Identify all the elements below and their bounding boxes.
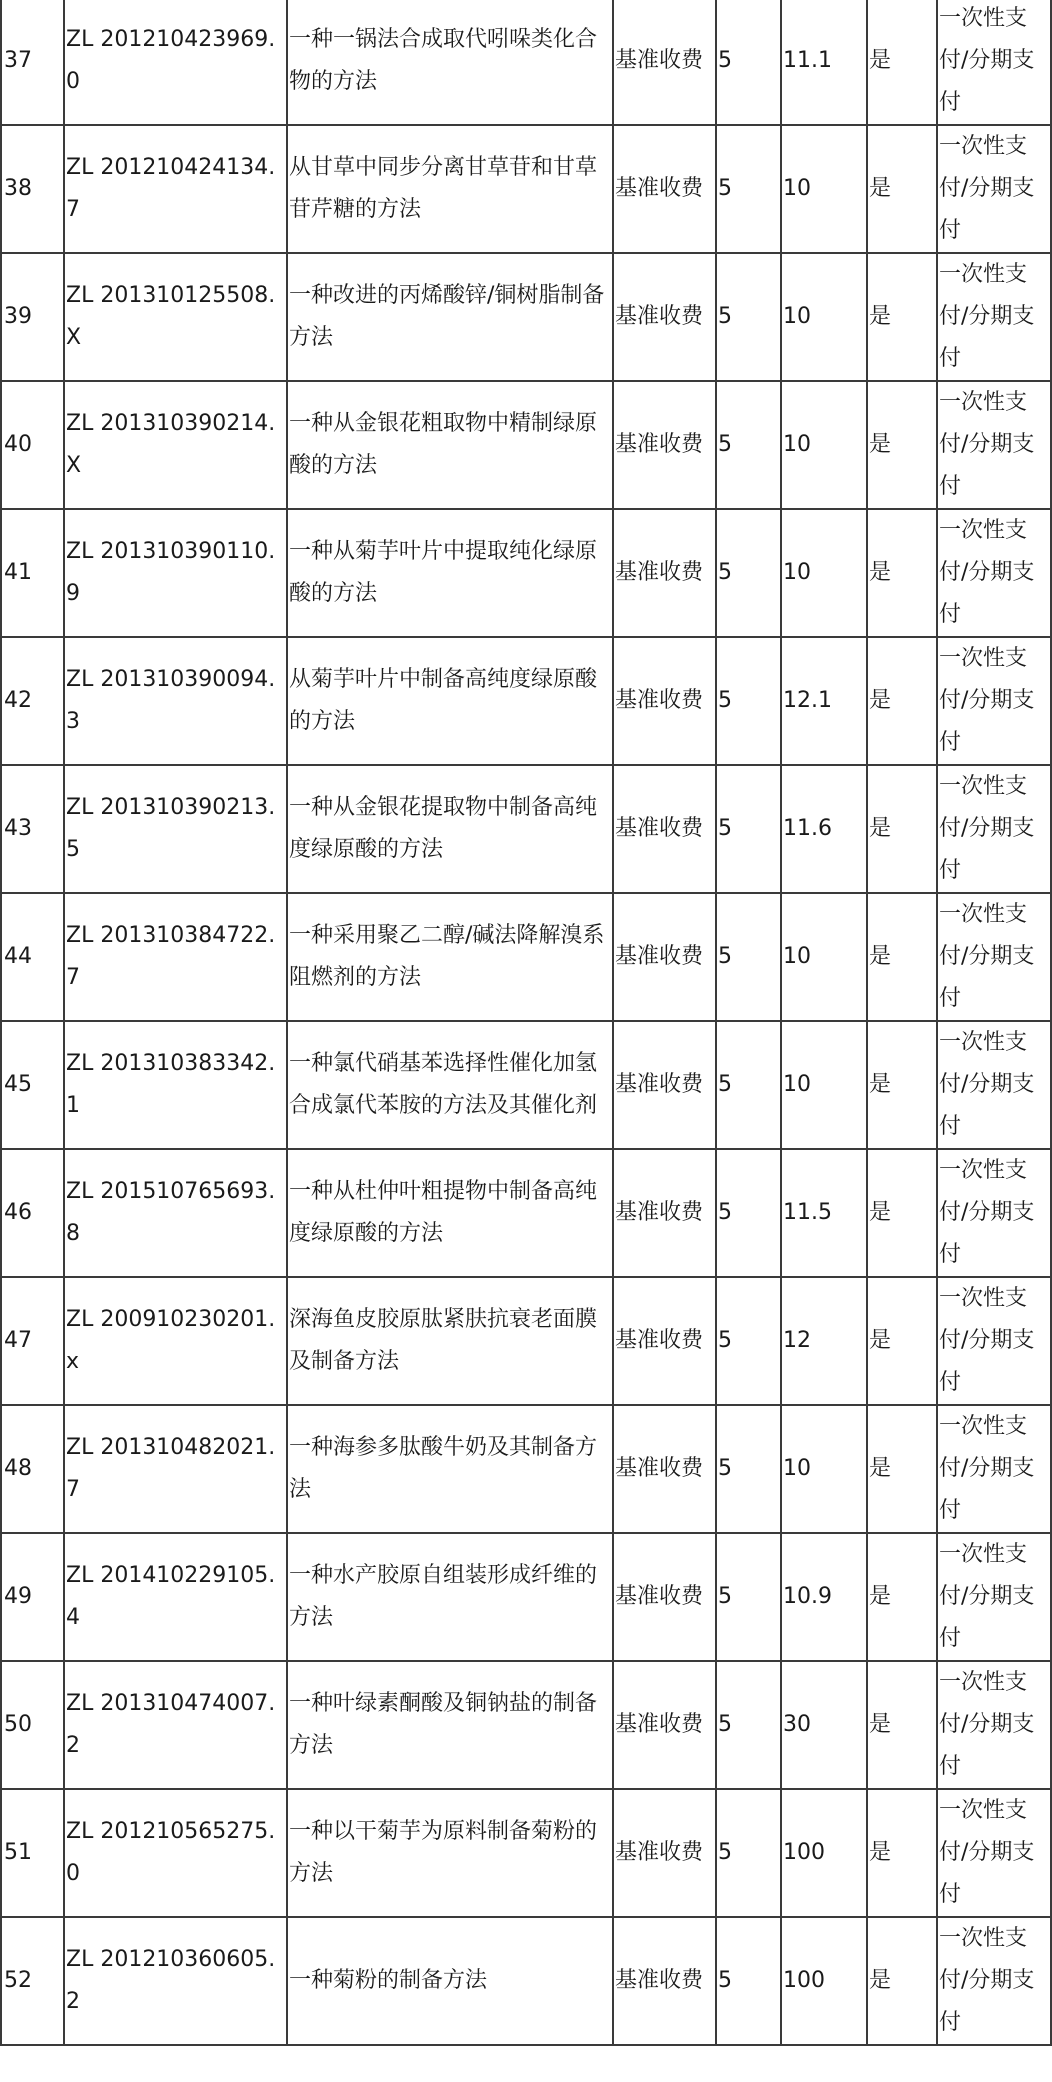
- count-cell: 5: [716, 253, 781, 381]
- count-cell: 5: [716, 0, 781, 125]
- table-row: [1, 1917, 1051, 2045]
- available-cell: 是: [867, 509, 937, 637]
- price-cell: 30: [781, 1661, 867, 1789]
- patent-title-cell: 一种海参多肽酸牛奶及其制备方法: [287, 1405, 613, 1533]
- payment-method-cell: 一次性支付/分期支付: [937, 1917, 1051, 2045]
- table-row: [1, 381, 1051, 509]
- price-cell: 12: [781, 1277, 867, 1405]
- available-cell: 是: [867, 381, 937, 509]
- patent-number-cell: ZL 201210360605.2: [64, 1917, 287, 2045]
- price-cell: 100: [781, 1789, 867, 1917]
- patent-title-cell: 一种水产胶原自组装形成纤维的方法: [287, 1533, 613, 1661]
- patent-title-cell: 一种菊粉的制备方法: [287, 1917, 613, 2045]
- table-row: [1, 765, 1051, 893]
- patent-number-cell: ZL 201510765693.8: [64, 1149, 287, 1277]
- available-cell: 是: [867, 1533, 937, 1661]
- table-row: [1, 1661, 1051, 1789]
- patent-number-cell: ZL 201310474007.2: [64, 1661, 287, 1789]
- count-cell: 5: [716, 1661, 781, 1789]
- payment-method-cell: 一次性支付/分期支付: [937, 1533, 1051, 1661]
- fee-type-cell: 基准收费: [613, 125, 716, 253]
- available-cell: 是: [867, 1661, 937, 1789]
- patent-number-cell: ZL 201210424134.7: [64, 125, 287, 253]
- fee-type-cell: 基准收费: [613, 1789, 716, 1917]
- row-number-cell: 45: [1, 1021, 64, 1149]
- row-number-cell: 41: [1, 509, 64, 637]
- patent-title-cell: 一种氯代硝基苯选择性催化加氢合成氯代苯胺的方法及其催化剂: [287, 1021, 613, 1149]
- price-cell: 10: [781, 125, 867, 253]
- payment-method-cell: 一次性支付/分期支付: [937, 1021, 1051, 1149]
- fee-type-cell: 基准收费: [613, 1533, 716, 1661]
- payment-method-cell: 一次性支付/分期支付: [937, 0, 1051, 125]
- patent-title-cell: 深海鱼皮胶原肽紧肤抗衰老面膜及制备方法: [287, 1277, 613, 1405]
- fee-type-cell: 基准收费: [613, 509, 716, 637]
- patent-number-cell: ZL 201310125508.X: [64, 253, 287, 381]
- payment-method-cell: 一次性支付/分期支付: [937, 253, 1051, 381]
- patent-number-cell: ZL 201210423969.0: [64, 0, 287, 125]
- row-number-cell: 51: [1, 1789, 64, 1917]
- row-number-cell: 37: [1, 0, 64, 125]
- count-cell: 5: [716, 381, 781, 509]
- row-number-cell: 50: [1, 1661, 64, 1789]
- patent-title-cell: 一种一锅法合成取代吲哚类化合物的方法: [287, 0, 613, 125]
- available-cell: 是: [867, 1917, 937, 2045]
- patent-title-cell: 一种改进的丙烯酸锌/铜树脂制备方法: [287, 253, 613, 381]
- count-cell: 5: [716, 1277, 781, 1405]
- patent-title-cell: 一种从杜仲叶粗提物中制备高纯度绿原酸的方法: [287, 1149, 613, 1277]
- available-cell: 是: [867, 637, 937, 765]
- available-cell: 是: [867, 253, 937, 381]
- table-row: [1, 253, 1051, 381]
- patent-number-cell: ZL 201310390214.X: [64, 381, 287, 509]
- patent-number-cell: ZL 201310384722.7: [64, 893, 287, 1021]
- payment-method-cell: 一次性支付/分期支付: [937, 637, 1051, 765]
- count-cell: 5: [716, 1533, 781, 1661]
- patent-number-cell: ZL 201310383342.1: [64, 1021, 287, 1149]
- available-cell: 是: [867, 1149, 937, 1277]
- price-cell: 12.1: [781, 637, 867, 765]
- available-cell: 是: [867, 1789, 937, 1917]
- payment-method-cell: 一次性支付/分期支付: [937, 765, 1051, 893]
- count-cell: 5: [716, 1021, 781, 1149]
- fee-type-cell: 基准收费: [613, 1021, 716, 1149]
- patent-title-cell: 一种采用聚乙二醇/碱法降解溴系阻燃剂的方法: [287, 893, 613, 1021]
- count-cell: 5: [716, 125, 781, 253]
- available-cell: 是: [867, 1021, 937, 1149]
- row-number-cell: 47: [1, 1277, 64, 1405]
- price-cell: 10: [781, 253, 867, 381]
- price-cell: 10: [781, 1021, 867, 1149]
- payment-method-cell: 一次性支付/分期支付: [937, 1405, 1051, 1533]
- price-cell: 10: [781, 1405, 867, 1533]
- price-cell: 10: [781, 509, 867, 637]
- patent-number-cell: ZL 201310390094.3: [64, 637, 287, 765]
- price-cell: 10: [781, 893, 867, 1021]
- table-row: [1, 637, 1051, 765]
- table-row: [1, 1021, 1051, 1149]
- payment-method-cell: 一次性支付/分期支付: [937, 125, 1051, 253]
- fee-type-cell: 基准收费: [613, 637, 716, 765]
- count-cell: 5: [716, 765, 781, 893]
- payment-method-cell: 一次性支付/分期支付: [937, 1149, 1051, 1277]
- count-cell: 5: [716, 509, 781, 637]
- price-cell: 11.5: [781, 1149, 867, 1277]
- count-cell: 5: [716, 1149, 781, 1277]
- row-number-cell: 52: [1, 1917, 64, 2045]
- available-cell: 是: [867, 1277, 937, 1405]
- price-cell: 100: [781, 1917, 867, 2045]
- payment-method-cell: 一次性支付/分期支付: [937, 1277, 1051, 1405]
- patent-title-cell: 一种从金银花提取物中制备高纯度绿原酸的方法: [287, 765, 613, 893]
- fee-type-cell: 基准收费: [613, 1149, 716, 1277]
- patent-number-cell: ZL 201310390110.9: [64, 509, 287, 637]
- patent-number-cell: ZL 201210565275.0: [64, 1789, 287, 1917]
- payment-method-cell: 一次性支付/分期支付: [937, 381, 1051, 509]
- count-cell: 5: [716, 893, 781, 1021]
- row-number-cell: 42: [1, 637, 64, 765]
- fee-type-cell: 基准收费: [613, 253, 716, 381]
- row-number-cell: 44: [1, 893, 64, 1021]
- fee-type-cell: 基准收费: [613, 1917, 716, 2045]
- fee-type-cell: 基准收费: [613, 1405, 716, 1533]
- table-row: [1, 1405, 1051, 1533]
- price-cell: 10.9: [781, 1533, 867, 1661]
- table-row: [1, 509, 1051, 637]
- payment-method-cell: 一次性支付/分期支付: [937, 509, 1051, 637]
- patent-title-cell: 一种从金银花粗取物中精制绿原酸的方法: [287, 381, 613, 509]
- fee-type-cell: 基准收费: [613, 893, 716, 1021]
- count-cell: 5: [716, 637, 781, 765]
- table-row: [1, 1789, 1051, 1917]
- price-cell: 11.1: [781, 0, 867, 125]
- table-row: [1, 893, 1051, 1021]
- price-cell: 10: [781, 381, 867, 509]
- price-cell: 11.6: [781, 765, 867, 893]
- patent-title-cell: 一种以干菊芋为原料制备菊粉的方法: [287, 1789, 613, 1917]
- row-number-cell: 38: [1, 125, 64, 253]
- count-cell: 5: [716, 1789, 781, 1917]
- available-cell: 是: [867, 765, 937, 893]
- patent-number-cell: ZL 200910230201.x: [64, 1277, 287, 1405]
- row-number-cell: 40: [1, 381, 64, 509]
- available-cell: 是: [867, 893, 937, 1021]
- patent-number-cell: ZL 201310390213.5: [64, 765, 287, 893]
- patent-title-cell: 一种叶绿素酮酸及铜钠盐的制备方法: [287, 1661, 613, 1789]
- table-row: [1, 125, 1051, 253]
- fee-type-cell: 基准收费: [613, 1277, 716, 1405]
- table-row: [1, 0, 1051, 125]
- patent-table-body: [1, 0, 1051, 2045]
- table-row: [1, 1277, 1051, 1405]
- available-cell: 是: [867, 1405, 937, 1533]
- payment-method-cell: 一次性支付/分期支付: [937, 1661, 1051, 1789]
- available-cell: 是: [867, 125, 937, 253]
- fee-type-cell: 基准收费: [613, 1661, 716, 1789]
- row-number-cell: 43: [1, 765, 64, 893]
- row-number-cell: 48: [1, 1405, 64, 1533]
- row-number-cell: 49: [1, 1533, 64, 1661]
- fee-type-cell: 基准收费: [613, 0, 716, 125]
- available-cell: 是: [867, 0, 937, 125]
- count-cell: 5: [716, 1405, 781, 1533]
- payment-method-cell: 一次性支付/分期支付: [937, 1789, 1051, 1917]
- patent-title-cell: 从甘草中同步分离甘草苷和甘草苷芹糖的方法: [287, 125, 613, 253]
- patent-number-cell: ZL 201310482021.7: [64, 1405, 287, 1533]
- patent-title-cell: 一种从菊芋叶片中提取纯化绿原酸的方法: [287, 509, 613, 637]
- patent-number-cell: ZL 201410229105.4: [64, 1533, 287, 1661]
- table-row: [1, 1533, 1051, 1661]
- patent-title-cell: 从菊芋叶片中制备高纯度绿原酸的方法: [287, 637, 613, 765]
- fee-type-cell: 基准收费: [613, 765, 716, 893]
- payment-method-cell: 一次性支付/分期支付: [937, 893, 1051, 1021]
- table-row: [1, 1149, 1051, 1277]
- fee-type-cell: 基准收费: [613, 381, 716, 509]
- row-number-cell: 39: [1, 253, 64, 381]
- row-number-cell: 46: [1, 1149, 64, 1277]
- count-cell: 5: [716, 1917, 781, 2045]
